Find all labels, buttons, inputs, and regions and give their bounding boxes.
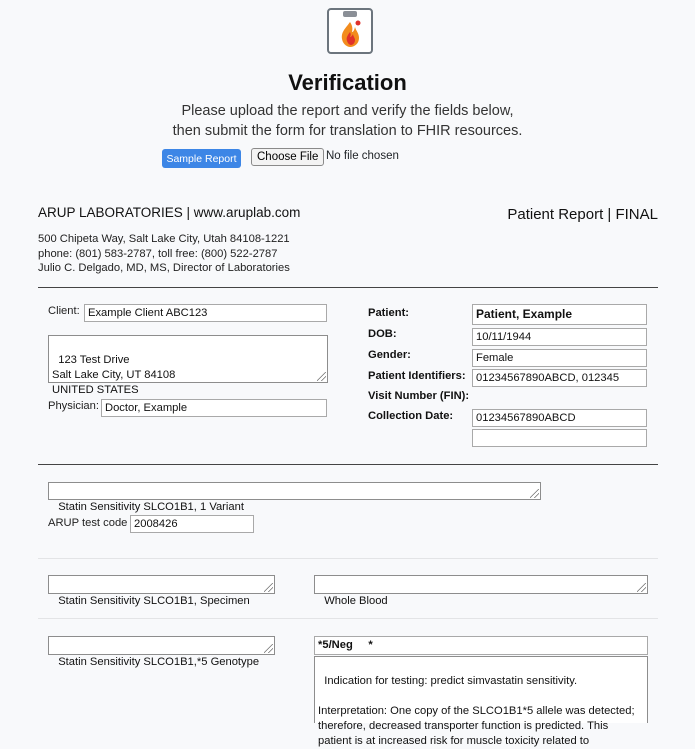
resize-grip-icon[interactable]: [637, 583, 646, 592]
client-label: Client:: [48, 305, 80, 317]
lab-name: ARUP LABORATORIES | www.aruplab.com: [38, 205, 301, 220]
collection-date-label: Collection Date:: [368, 410, 454, 422]
specimen-label-text: Statin Sensitivity SLCO1B1, Specimen: [58, 595, 250, 607]
interpretation-textarea[interactable]: [314, 656, 648, 747]
patient-identifiers-input[interactable]: 01234567890ABCD, 012345: [472, 369, 647, 387]
divider: [38, 618, 658, 619]
client-input[interactable]: Example Client ABC123: [84, 304, 327, 322]
resize-grip-icon[interactable]: [530, 489, 539, 498]
subtitle-line-1: Please upload the report and verify the fields below,: [181, 103, 514, 119]
physician-label: Physician:: [48, 400, 99, 412]
divider: [38, 464, 658, 465]
lab-address-line-1: 500 Chipeta Way, Salt Lake City, Utah 84108-1221: [38, 233, 290, 245]
test-name-text: Statin Sensitivity SLCO1B1, 1 Variant: [58, 501, 244, 513]
client-address-textarea[interactable]: [48, 335, 328, 396]
extra-input[interactable]: [472, 429, 647, 447]
clipboard-flame-icon: [329, 10, 371, 52]
test-code-label: ARUP test code: [48, 517, 128, 529]
subtitle-line-2: then submit the form for translation to FHIR resources.: [172, 123, 523, 139]
collection-date-input[interactable]: 01234567890ABCD: [472, 409, 647, 427]
lab-director-line: Julio C. Delgado, MD, MS, Director of Laboratories: [38, 262, 290, 275]
test-name-textarea[interactable]: [48, 482, 541, 513]
divider: [38, 287, 658, 288]
dob-label: DOB:: [368, 328, 397, 340]
patient-identifiers-label: Patient Identifiers:: [368, 370, 466, 382]
divider: [38, 558, 658, 559]
lab-phone-line: phone: (801) 583-2787, toll free: (800) 522-2787: [38, 247, 278, 260]
genotype-result-input[interactable]: *5/Neg *: [314, 636, 648, 655]
patient-label: Patient:: [368, 307, 410, 319]
test-code-input[interactable]: 2008426: [130, 515, 254, 533]
choose-file-button[interactable]: Choose File: [251, 148, 324, 166]
logo: [327, 8, 373, 54]
no-file-chosen-text: No file chosen: [326, 150, 399, 162]
resize-grip-icon[interactable]: [264, 583, 273, 592]
gender-input[interactable]: Female: [472, 349, 647, 367]
visit-number-label: Visit Number (FIN):: [368, 390, 470, 402]
specimen-result-text: Whole Blood: [324, 595, 388, 607]
physician-input[interactable]: Doctor, Example: [101, 399, 327, 417]
page-subtitle: [0, 101, 695, 141]
dob-input[interactable]: 10/11/1944: [472, 328, 647, 346]
patient-name-input[interactable]: Patient, Example: [472, 304, 647, 325]
interpretation-text: Indication for testing: predict simvastatin sensitivity. Interpretation: One copy of the SLCO1B1*5 allele was detected; therefore, decreased transporter function is predicted. This patient is at increased risk for muscle toxicity related to: [318, 675, 635, 747]
report-title: Patient Report | FINAL: [507, 206, 658, 223]
specimen-label-textarea[interactable]: [48, 575, 275, 607]
genotype-label-text: Statin Sensitivity SLCO1B1,*5 Genotype: [58, 656, 260, 668]
client-address-text: 123 Test Drive Salt Lake City, UT 84108 UNITED STATES: [52, 354, 176, 396]
genotype-label-textarea[interactable]: [48, 636, 275, 668]
lab-address: [38, 232, 290, 276]
page-title: Verification: [288, 70, 407, 95]
resize-grip-icon[interactable]: [264, 644, 273, 653]
gender-label: Gender:: [368, 349, 411, 361]
sample-report-button[interactable]: Sample Report: [162, 149, 241, 168]
resize-grip-icon[interactable]: [317, 372, 326, 381]
specimen-result-textarea[interactable]: [314, 575, 648, 607]
